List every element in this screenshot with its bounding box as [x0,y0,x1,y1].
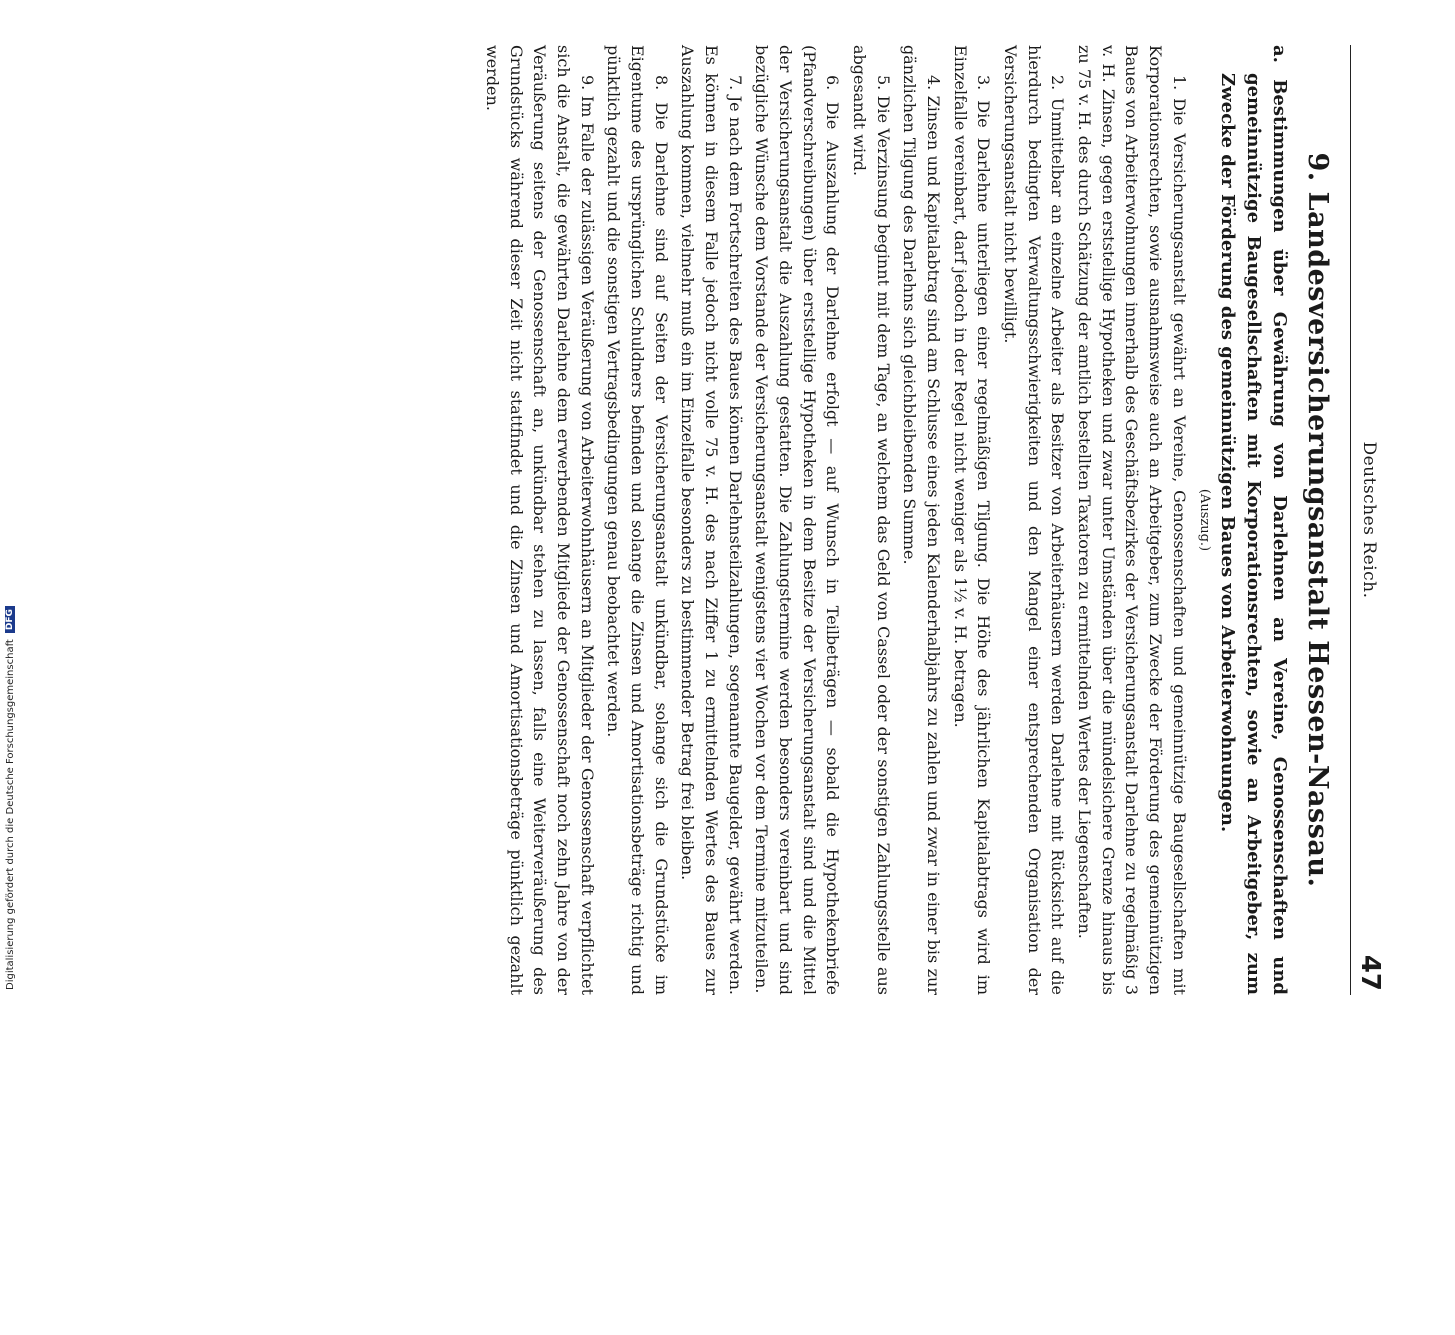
paragraph-5: 5. Die Verzinsung beginnt mit dem Tage, an welchem das Geld von Cassel oder der sonstigen Zahlungsstelle aus abgesandt wird. [849,45,893,995]
running-header [1350,45,1385,995]
paragraph-1: 1. Die Versicherungsanstalt gewährt an Vereine, Genossenschaften und gemeinnützige Baugesellschaften mit Korporationsrechten, sowie ausnahmsweise auch an Arbeitgeber, zum Zwecke der Förderung des gemeinnützigen Baues von Arbeiterwohnungen innerhalb des Geschäftsbezirkes der Versicherungsanstalt Darlehne zu regelmäßig 3 v. H. Zinsen, gegen erststellige Hypotheken und zwar unter Umständen über die mündelsichere Grenze hinaus bis zu 75 v. H. des durch Schätzung der amtlich bestellten Taxatoren zu ermittelnden Wertes der Liegenschaften. [1075,45,1189,995]
running-title: Deutsches Reich. [1359,441,1379,599]
body-text [477,45,1339,995]
page-number: 47 [1355,954,1385,991]
dfg-logo: DFG [5,606,15,633]
subsection-title: a. Bestimmungen über Gewährung von Darlehnen an Vereine, Genossenschaften und gemeinnützige Baugesellschaften mit Korporationsrechten, sowie an Arbeitgeber, zum Zwecke der Förderung des gemeinnützigen Baues von Arbeiterwohnungen. [1216,45,1290,995]
page-content [95,45,1385,995]
credit-text: Digitalisierung gefördert durch die Deutsche Forschungsgemeinschaft [4,639,16,990]
paragraph-3: 3. Die Darlehne unterliegen einer regelmäßigen Tilgung. Die Höhe des jährlichen Kapitalabtrags wird im Einzelfalle vereinbart, darf jedoch in der Regel nicht weniger als 1½ v. H. betragen. [950,45,994,995]
paragraph-2: 2. Unmittelbar an einzelne Arbeiter als Besitzer von Arbeiterhäusern werden Darlehne mit Rücksicht auf die hierdurch bedingten Verwaltungsschwierigkeiten und den Mangel einer entsprechenden Organisation der Versicherungsanstalt nicht bewilligt. [1001,45,1068,995]
digitization-credit [0,0,20,1000]
paragraph-4: 4. Zinsen und Kapitalabtrag sind am Schlusse eines jeden Kalenderhalbjahrs zu zahlen und zwar in einer bis zur gänzlichen Tilgung des Darlehns sich gleichbleibenden Summe. [900,45,943,995]
rotated-page [435,45,1385,1335]
paragraph-8: 8. Die Darlehne sind auf Seiten der Versicherungsanstalt unkündbar, solange sich die Grundstücke im Eigentume des ursprünglichen Schuldners befinden und solange die Zinsen und Amortisationsbeträge richtig und pünktlich gezahlt und die sonstigen Vertragsbedingungen genau beobachtet werden. [604,45,671,995]
paragraph-9: 9. Im Falle der zulässigen Veräußerung von Arbeiterwohnhäusern an Mitglieder der Genossenschaft verpflichtet sich die Anstalt, die gewährten Darlehne dem erwerbenden Mitgliede der Genossenschaft noch zehn Jahre von der Veräußerung seitens der Genossenschaft an, unkündbar stehen zu lassen, falls eine Weiterveräußerung des Grundstücks während dieser Zeit nicht stattfindet und die Zinsen und Amortisationsbeträge pünktlich gezahlt werden. [482,45,597,995]
paragraph-6: 6. Die Auszahlung der Darlehne erfolgt — auf Wunsch in Teilbeträgen — sobald die Hypothekenbriefe (Pfandverschreibungen) über erststellige Hypotheken in dem Besitze der Versicherungsanstalt sind und die Mittel der Versicherungsanstalt die Auszahlung gestatten. Die Zahlungstermine werden besonders vereinbart und sind bezügliche Wünsche dem Vorstande der Versicherungsanstalt wenigstens vier Wochen vor dem Termine mitzuteilen. [752,45,843,995]
paragraph-7: 7. Je nach dem Fortschreiten des Baues können Darlehnsteilzahlungen, sogenannte Baugelder, gewährt werden. Es können in diesem Falle jedoch nicht volle 75 v. H. des nach Ziffer 1 zu ermittelnden Wertes des Baues zur Auszahlung kommen, vielmehr muß ein im Einzelfalle besonders zu bestimmender Betrag frei bleiben. [678,45,745,995]
excerpt-note: (Auszug.) [1196,488,1212,552]
section-title: 9. Landesversicherungsanstalt Hessen-Nassau. [1302,152,1333,888]
